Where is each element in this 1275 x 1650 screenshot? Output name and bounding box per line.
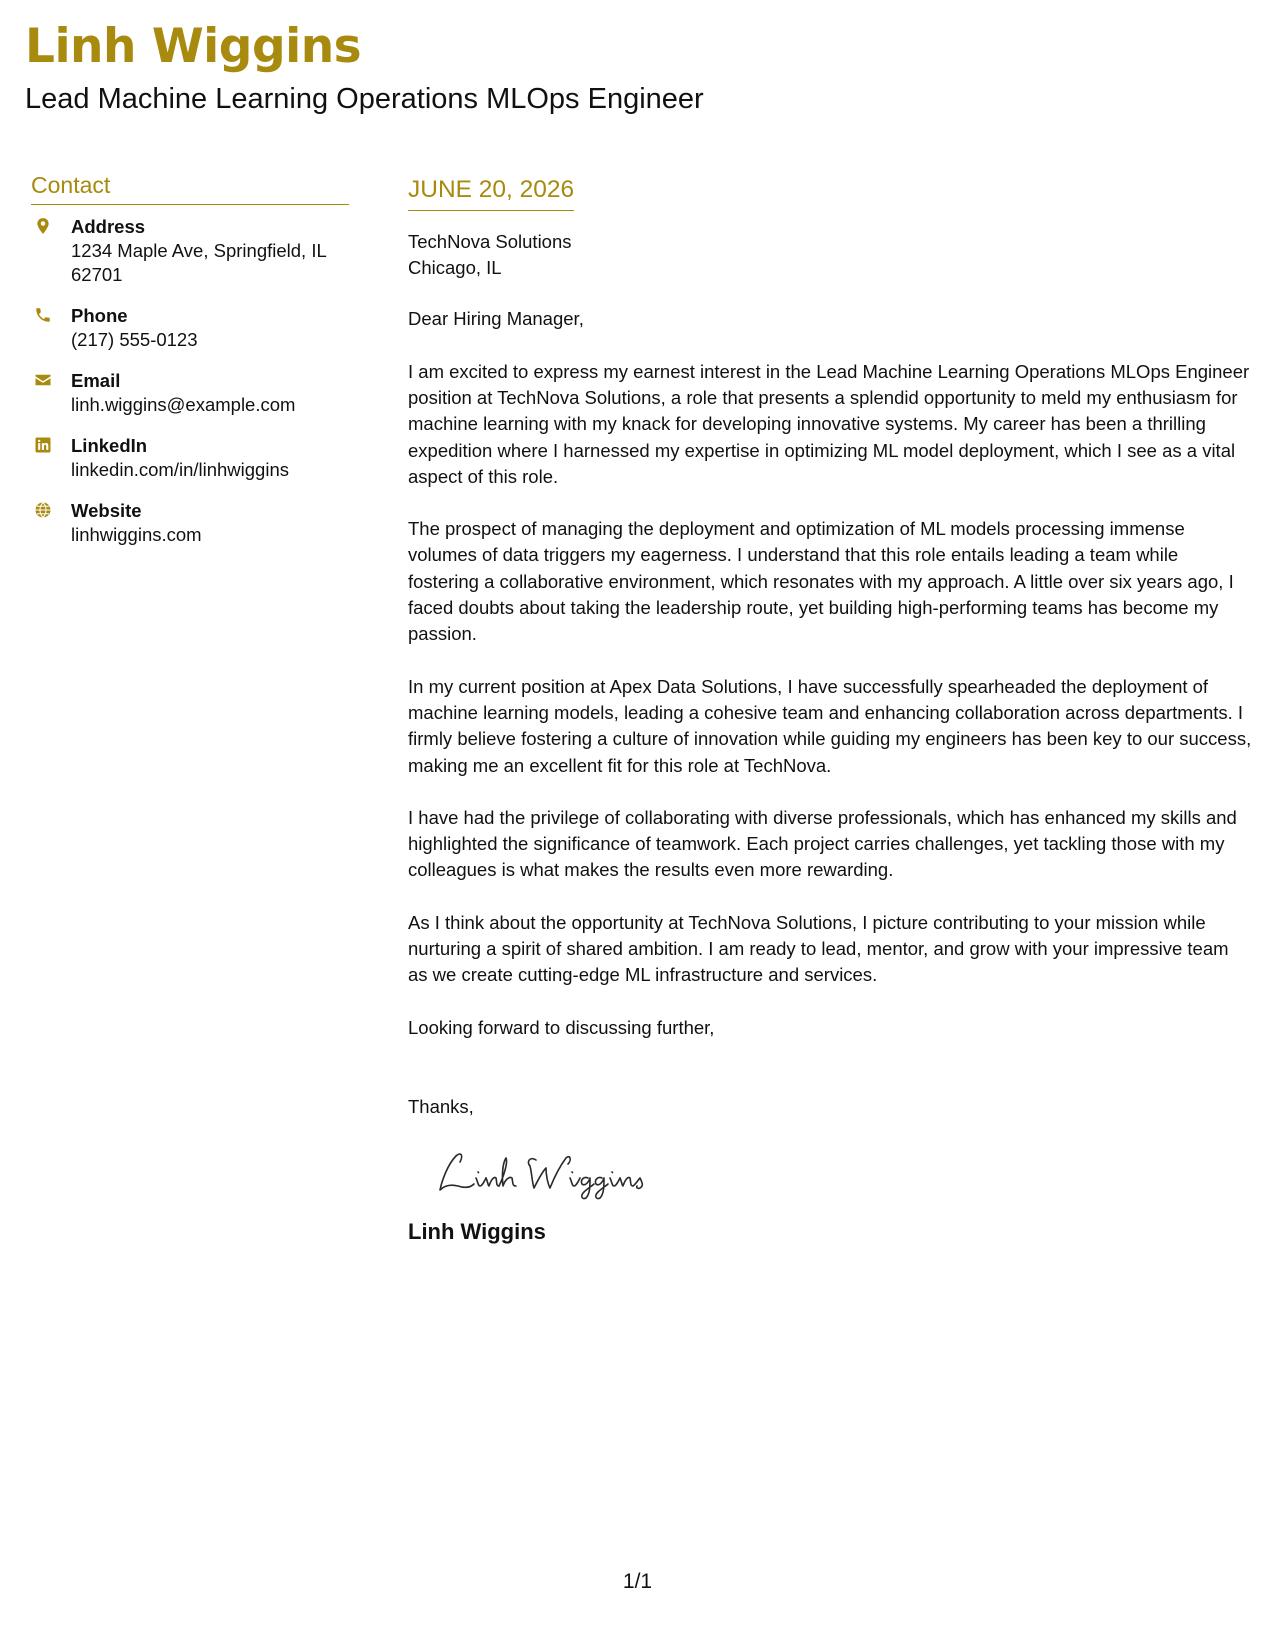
recipient-block <box>408 229 1253 281</box>
paragraph-3: In my current position at Apex Data Solutions, I have successfully spearheaded the deployment of machine learning models, leading a cohesive team and enhancing collaboration across departments. I firmly believe fostering a culture of innovation while guiding my engineers has been key to our success, making me an excellent fit for this role at TechNova. <box>408 675 1252 776</box>
contact-heading: Contact <box>31 172 349 205</box>
email-label: Email <box>71 369 121 391</box>
paragraph-4: I have had the privilege of collaborating with diverse professionals, which has enhanced my skills and highlighted the significance of teamwork. Each project carries challenges, yet tackling those with my colleagues is what makes the results even more rewarding. <box>408 806 1237 881</box>
linkedin-value: linkedin.com/in/linhwiggins <box>71 458 289 480</box>
paragraph-1: I am excited to express my earnest interest in the Lead Machine Learning Operations MLOps Engineer position at TechNova Solutions, a role that presents a splendid opportunity to meld my enthusiasm for machine learning with my knack for developing innovative systems. My career has been a thrilling expedition where I harnessed my expertise in optimizing ML model deployment, which I see as a vital aspect of this role. <box>408 360 1250 487</box>
website-label: Website <box>71 499 142 521</box>
letter-date: JUNE 20, 2026 <box>408 175 574 211</box>
contact-item-website <box>31 499 349 547</box>
page-number: 1/1 <box>622 1570 653 1593</box>
contact-item-linkedin <box>31 434 349 482</box>
job-title: Lead Machine Learning Operations MLOps Engineer <box>25 83 704 115</box>
handwritten-signature <box>434 1142 664 1202</box>
recipient-location: Chicago, IL <box>408 257 502 279</box>
recipient-company: TechNova Solutions <box>408 231 572 253</box>
address-value: 1234 Maple Ave, Springfield, IL 62701 <box>71 239 327 285</box>
linkedin-label: LinkedIn <box>71 434 148 456</box>
signoff: Thanks, <box>408 1095 474 1117</box>
salutation: Dear Hiring Manager, <box>408 308 584 330</box>
phone-icon <box>34 306 52 324</box>
signer-name: Linh Wiggins <box>408 1219 546 1245</box>
map-pin-icon <box>34 217 52 235</box>
closing-line: Looking forward to discussing further, <box>408 1016 715 1038</box>
email-value: linh.wiggins@example.com <box>71 393 296 415</box>
contact-item-email <box>31 369 349 417</box>
applicant-name: Linh Wiggins <box>25 19 362 74</box>
contact-item-address <box>31 215 349 287</box>
paragraph-5: As I think about the opportunity at TechNova Solutions, I picture contributing to your mission while nurturing a spirit of shared ambition. I am ready to lead, mentor, and grow with your impressive team as we create cutting-edge ML infrastructure and services. <box>408 911 1229 986</box>
address-label: Address <box>71 215 146 237</box>
globe-icon <box>34 501 52 519</box>
paragraph-2: The prospect of managing the deployment and optimization of ML models processing immense volumes of data triggers my eagerness. I understand that this role entails leading a team while fostering a collaborative environment, which resonates with my approach. A little over six years ago, I faced doubts about taking the leadership route, yet building high-performing teams has become my passion. <box>408 518 1234 645</box>
phone-value: (217) 555-0123 <box>71 328 198 350</box>
envelope-icon <box>34 371 52 389</box>
phone-label: Phone <box>71 304 128 326</box>
contact-item-phone <box>31 304 349 352</box>
letter-body <box>408 175 1253 1246</box>
website-value: linhwiggins.com <box>71 523 202 545</box>
contact-sidebar <box>31 172 349 564</box>
linkedin-icon <box>34 436 52 454</box>
